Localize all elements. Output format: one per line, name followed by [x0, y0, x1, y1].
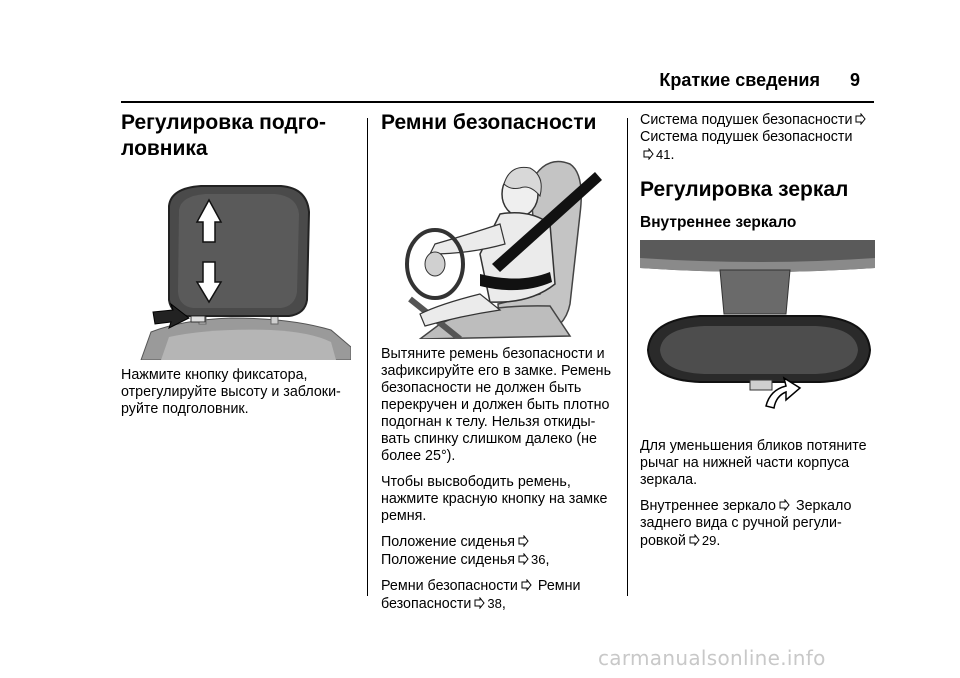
seatbelt-reference[interactable]: Ремни безопасности Ремни безопасности 38, [381, 578, 581, 612]
page-number: 9 [849, 70, 860, 90]
text-line: ремня. [381, 508, 427, 524]
reference-arrow-icon [473, 597, 485, 609]
section-title-mirrors: Регулировка зеркал [640, 178, 849, 201]
watermark: carmanualsonline.info [598, 646, 826, 670]
column-divider-left [367, 118, 368, 596]
text-line: зеркала. [640, 472, 698, 488]
text-line: Положение сиденья [381, 534, 516, 550]
column-headrest [121, 110, 351, 162]
text-line: Система подушек безопасности [640, 112, 853, 128]
text-line: рычаг на нижней части корпуса [640, 455, 850, 471]
header-rule [121, 101, 874, 103]
text-line: более 25°). [381, 448, 456, 464]
title-line: Регулировка подго- [121, 111, 327, 134]
mirror-text [640, 438, 880, 550]
text-line: Ремни безопасности [381, 578, 518, 594]
text-line: Зеркало [795, 498, 852, 514]
column-mirrors [640, 112, 876, 232]
seat-position-reference[interactable]: Положение сиденья Положение сиденья 36, [381, 534, 550, 568]
headrest-text [121, 367, 361, 418]
text-line: зафиксируйте его в замке. Ремень [381, 363, 612, 379]
reference-arrow-icon [517, 553, 529, 565]
text-line: безопасности [381, 596, 472, 612]
text-line: руйте подголовник. [121, 401, 249, 417]
column-seatbelts [381, 110, 621, 136]
text-line: Положение сиденья [381, 552, 516, 568]
seatbelt-paragraph-1 [381, 346, 621, 465]
running-header [0, 70, 860, 94]
text-line: Ремни [537, 578, 581, 594]
airbag-reference[interactable]: Система подушек безопасности Система подушек безопасности 41. [640, 112, 876, 164]
headrest-paragraph [121, 367, 361, 418]
text-line: перекручен и должен быть плотно [381, 397, 610, 413]
reference-arrow-icon [778, 499, 790, 511]
reference-arrow-icon [520, 579, 532, 591]
text-line: Система подушек безопасности [640, 129, 853, 145]
mirror-paragraph [640, 438, 880, 489]
page-reference[interactable]: 38 [487, 596, 502, 611]
seatbelt-text [381, 346, 621, 613]
text-line: Внутреннее зеркало [640, 498, 776, 514]
mirror-illustration [640, 240, 875, 410]
subsection-title-inside-mirror: Внутреннее зеркало [640, 214, 797, 231]
section-title-seatbelts: Ремни безопасности [381, 111, 597, 134]
section-title-headrest [121, 110, 351, 162]
text-line: нажмите красную кнопку на замке [381, 491, 608, 507]
text-line: ровкой [640, 533, 686, 549]
seatbelt-paragraph-2 [381, 474, 621, 525]
headrest-illustration [121, 182, 351, 360]
title-line: ловника [121, 137, 208, 160]
reference-arrow-icon [517, 535, 529, 547]
header-title: Краткие сведения [659, 70, 820, 90]
mirror-reference[interactable]: Внутреннее зеркало Зеркало заднего вида с ручной регули- ровкой 29. [640, 498, 852, 549]
page-reference[interactable]: 41 [656, 147, 671, 162]
page-reference[interactable]: 36 [531, 552, 546, 567]
text-line: вать спинку слишком далеко (не [381, 431, 597, 447]
text-line: подогнан к телу. Нельзя откиды- [381, 414, 596, 430]
text-line: Вытяните ремень безопасности и [381, 346, 605, 362]
text-line: безопасности не должен быть [381, 380, 582, 396]
text-line: Нажмите кнопку фиксатора, [121, 367, 308, 383]
text-line: отрегулируйте высоту и заблоки- [121, 384, 341, 400]
reference-arrow-icon [642, 148, 654, 160]
reference-arrow-icon [854, 113, 866, 125]
text-line: Для уменьшения бликов потяните [640, 438, 867, 454]
page-reference[interactable]: 29 [701, 533, 717, 548]
reference-arrow-icon [688, 534, 700, 546]
text-line: заднего вида с ручной регули- [640, 515, 842, 531]
seatbelt-illustration [380, 154, 620, 339]
text-line: Чтобы высвободить ремень, [381, 474, 571, 490]
column-divider-right [627, 118, 628, 596]
